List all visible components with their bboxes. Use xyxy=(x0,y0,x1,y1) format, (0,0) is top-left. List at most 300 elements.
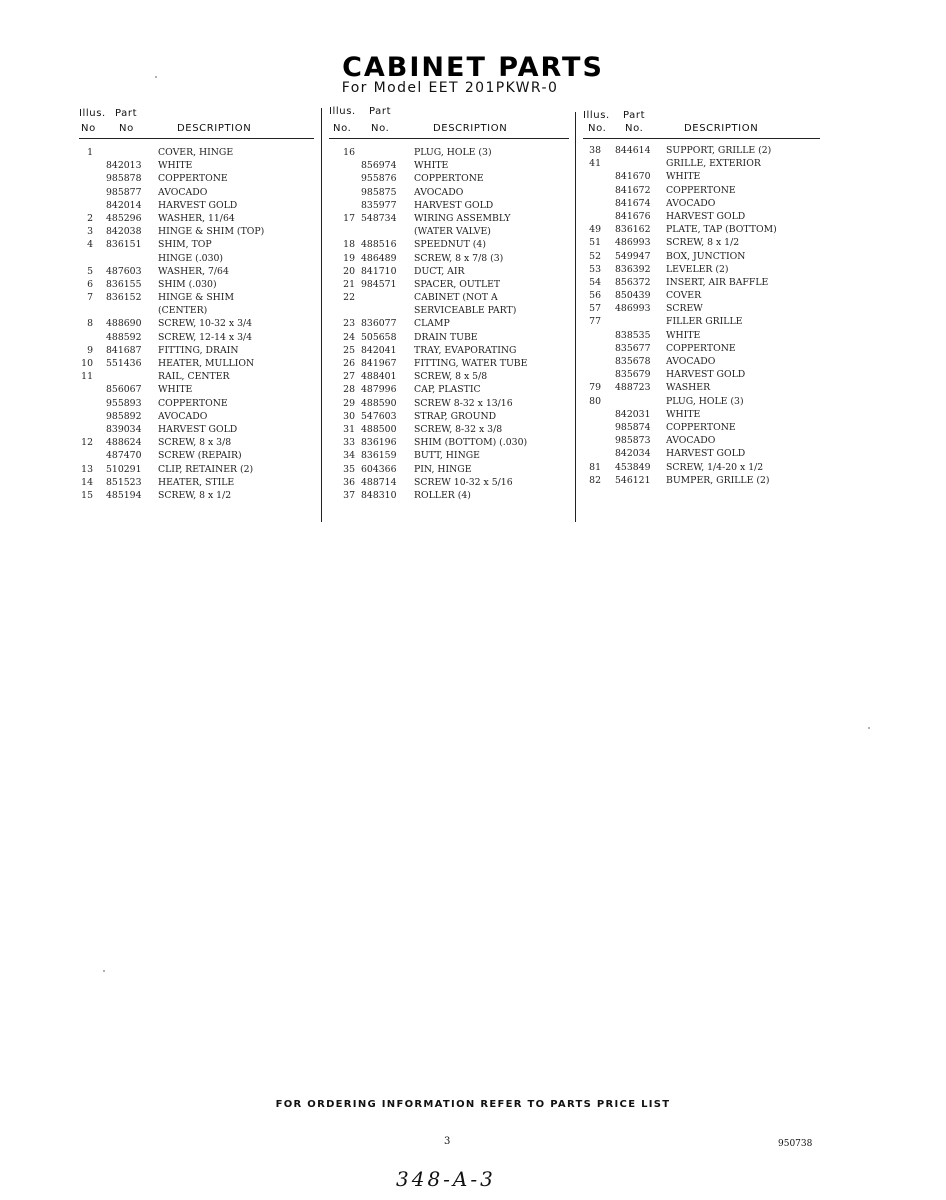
part-description: TRAY, EVAPORATING xyxy=(414,344,517,356)
illus-number: 12 xyxy=(81,437,93,449)
part-description: AVOCADO xyxy=(414,186,464,198)
illus-number: 57 xyxy=(589,303,601,315)
part-row xyxy=(581,236,820,249)
part-row xyxy=(327,331,569,344)
part-description: WHITE xyxy=(414,160,449,172)
illus-number: 38 xyxy=(589,145,601,156)
illus-number: 11 xyxy=(81,371,93,383)
part-row xyxy=(79,383,314,396)
parts-column-3 xyxy=(575,104,820,486)
part-description: AVOCADO xyxy=(158,186,208,198)
part-number: 488714 xyxy=(361,476,397,488)
part-description: CLIP, RETAINER (2) xyxy=(158,463,254,475)
part-description: SCREW, 8 x 1/2 xyxy=(158,489,232,501)
part-number: 985873 xyxy=(615,435,651,447)
part-row xyxy=(327,423,569,436)
illus-number: 54 xyxy=(589,276,601,288)
part-number: 486993 xyxy=(615,237,651,249)
part-row xyxy=(327,146,569,159)
part-row xyxy=(327,410,569,423)
part-description: HEATER, MULLION xyxy=(158,358,255,369)
page-number: 3 xyxy=(444,1136,451,1147)
document-number: 950738 xyxy=(778,1139,813,1149)
part-description: SHIM, TOP xyxy=(158,239,212,251)
part-row xyxy=(327,383,569,396)
part-row xyxy=(79,212,314,225)
part-description: HARVEST GOLD xyxy=(158,423,238,435)
part-description: COPPERTONE xyxy=(666,421,736,433)
column-divider xyxy=(321,108,322,522)
illus-no-label: No. xyxy=(588,123,607,134)
illus-number: 4 xyxy=(87,239,93,251)
illus-number: 36 xyxy=(343,476,355,488)
illus-number: 5 xyxy=(87,265,93,277)
part-description: AVOCADO xyxy=(158,410,208,422)
part-description: RAIL, CENTER xyxy=(158,371,230,383)
illus-number: 10 xyxy=(81,358,93,369)
part-description: COPPERTONE xyxy=(666,342,736,354)
part-description: SCREW, 8 x 7/8 (3) xyxy=(414,252,504,264)
part-description: PLATE, TAP (BOTTOM) xyxy=(666,224,777,236)
part-description: WASHER, 7/64 xyxy=(158,265,229,277)
illus-number: 49 xyxy=(589,224,601,236)
part-description: HEATER, STILE xyxy=(158,476,235,488)
part-number: 488401 xyxy=(361,371,397,383)
parts-list xyxy=(327,146,569,502)
part-description: HARVEST GOLD xyxy=(666,210,746,222)
part-description: FITTING, DRAIN xyxy=(158,344,239,356)
part-row xyxy=(79,357,314,370)
part-description: COVER xyxy=(666,290,702,302)
part-description: BUTT, HINGE xyxy=(414,450,480,462)
part-number: 856372 xyxy=(615,276,651,288)
part-description: HARVEST GOLD xyxy=(666,369,746,381)
part-description: SHIM (.030) xyxy=(158,278,217,290)
scan-speck xyxy=(103,970,105,972)
part-number: 487996 xyxy=(361,384,397,396)
illus-number: 3 xyxy=(87,226,93,238)
part-description: SPACER, OUTLET xyxy=(414,278,501,290)
part-number: 850439 xyxy=(615,290,651,302)
part-description: SCREW, 8-32 x 3/8 xyxy=(414,423,503,435)
illus-number: 51 xyxy=(589,237,601,249)
part-number: 551436 xyxy=(106,358,142,369)
illus-number: 24 xyxy=(343,331,355,343)
parts-column-2 xyxy=(321,104,569,501)
illus-number: 16 xyxy=(343,147,355,158)
illus-no-label: No. xyxy=(333,123,352,134)
part-description: AVOCADO xyxy=(666,197,716,209)
part-number: 984571 xyxy=(361,278,397,290)
column-header xyxy=(575,104,820,136)
part-row xyxy=(79,410,314,423)
column-header xyxy=(321,104,569,136)
part-row xyxy=(327,212,569,225)
part-number: 486489 xyxy=(361,252,397,264)
part-row xyxy=(79,476,314,489)
part-row xyxy=(79,304,314,317)
part-description: CAP, PLASTIC xyxy=(414,384,481,396)
part-row xyxy=(581,210,820,223)
part-description: WASHER, 11/64 xyxy=(158,212,235,224)
part-description: HARVEST GOLD xyxy=(414,199,494,211)
part-description: SCREW, 8 x 1/2 xyxy=(666,237,740,249)
part-number: 835677 xyxy=(615,342,651,354)
part-description: BOX, JUNCTION xyxy=(666,250,746,262)
part-row xyxy=(327,159,569,172)
part-number: 836077 xyxy=(361,318,397,330)
part-description: FILLER GRILLE xyxy=(666,316,743,328)
part-number: 841967 xyxy=(361,358,397,369)
part-number: 836151 xyxy=(106,239,142,251)
part-row xyxy=(581,302,820,315)
part-description: FITTING, WATER TUBE xyxy=(414,358,528,369)
part-description: SUPPORT, GRILLE (2) xyxy=(666,145,772,156)
part-row xyxy=(327,370,569,383)
part-row xyxy=(79,331,314,344)
illus-number: 27 xyxy=(343,371,355,383)
part-description: (CENTER) xyxy=(158,305,208,317)
illus-number: 28 xyxy=(343,384,355,396)
part-number: 856974 xyxy=(361,160,397,172)
part-row xyxy=(581,395,820,408)
part-row xyxy=(327,199,569,212)
part-number: 485194 xyxy=(106,489,142,501)
part-row xyxy=(581,223,820,236)
illus-number: 6 xyxy=(87,278,93,290)
part-no-label: No xyxy=(119,123,134,134)
part-number: 836162 xyxy=(615,224,651,236)
part-number: 836155 xyxy=(106,278,142,290)
part-number: 488624 xyxy=(106,437,142,449)
part-row xyxy=(79,238,314,251)
part-description: WHITE xyxy=(666,329,701,341)
part-row xyxy=(581,250,820,263)
part-row xyxy=(581,263,820,276)
part-description: HINGE (.030) xyxy=(158,252,224,264)
part-label: Part xyxy=(623,110,646,121)
part-row xyxy=(327,463,569,476)
part-number: 985875 xyxy=(361,186,397,198)
part-row xyxy=(79,463,314,476)
illus-number: 26 xyxy=(343,358,355,369)
parts-column-1 xyxy=(79,104,314,501)
part-description: HINGE & SHIM xyxy=(158,292,234,304)
part-number: 487603 xyxy=(106,265,142,277)
part-row xyxy=(581,197,820,210)
part-number: 836392 xyxy=(615,263,651,275)
parts-list xyxy=(79,146,314,502)
part-row xyxy=(79,370,314,383)
part-number: 835977 xyxy=(361,199,397,211)
illus-label: Illus. xyxy=(583,110,610,121)
part-row xyxy=(581,170,820,183)
part-row xyxy=(327,291,569,304)
part-number: 548734 xyxy=(361,212,397,224)
part-description: ROLLER (4) xyxy=(414,489,471,501)
part-description: WHITE xyxy=(666,171,701,183)
part-row xyxy=(581,408,820,421)
illus-number: 56 xyxy=(589,290,601,302)
part-row xyxy=(581,355,820,368)
part-number: 985892 xyxy=(106,410,142,422)
column-divider xyxy=(575,112,576,522)
illus-label: Illus. xyxy=(329,106,356,117)
part-row xyxy=(327,344,569,357)
part-number: 856067 xyxy=(106,384,142,396)
part-row xyxy=(79,159,314,172)
description-label: DESCRIPTION xyxy=(433,123,508,134)
part-number: 488723 xyxy=(615,382,651,394)
part-description: SCREW, 8 x 3/8 xyxy=(158,437,232,449)
part-row xyxy=(581,329,820,342)
part-number: 985874 xyxy=(615,421,651,433)
illus-number: 81 xyxy=(589,461,601,473)
illus-number: 35 xyxy=(343,463,355,475)
illus-number: 53 xyxy=(589,263,601,275)
part-row xyxy=(79,252,314,265)
description-label: DESCRIPTION xyxy=(177,123,252,134)
part-row xyxy=(581,289,820,302)
illus-number: 34 xyxy=(343,450,355,462)
illus-number: 18 xyxy=(343,239,355,251)
part-row xyxy=(581,315,820,328)
page-subtitle: For Model EET 201PKWR-0 xyxy=(341,80,559,96)
part-number: 485296 xyxy=(106,212,142,224)
part-row xyxy=(79,449,314,462)
part-description: WIRING ASSEMBLY xyxy=(414,212,511,224)
part-row xyxy=(581,342,820,355)
part-description: SCREW 8-32 x 13/16 xyxy=(414,397,513,409)
part-description: HARVEST GOLD xyxy=(158,199,238,211)
illus-number: 20 xyxy=(343,265,355,277)
illus-number: 82 xyxy=(589,474,601,486)
illus-number: 41 xyxy=(589,158,601,170)
part-row xyxy=(581,276,820,289)
header-rule xyxy=(79,138,314,139)
illus-number: 21 xyxy=(343,278,355,290)
part-number: 836196 xyxy=(361,437,397,449)
part-row xyxy=(327,317,569,330)
illus-number: 23 xyxy=(343,318,355,330)
part-description: GRILLE, EXTERIOR xyxy=(666,158,761,170)
part-row xyxy=(581,434,820,447)
part-description: STRAP, GROUND xyxy=(414,410,497,422)
part-description: SCREW, 8 x 5/8 xyxy=(414,371,488,383)
illus-number: 14 xyxy=(81,476,93,488)
illus-number: 52 xyxy=(589,250,601,262)
part-description: BUMPER, GRILLE (2) xyxy=(666,474,770,486)
part-description: COPPERTONE xyxy=(158,173,228,185)
part-description: PIN, HINGE xyxy=(414,463,472,475)
part-number: 985877 xyxy=(106,186,142,198)
part-row xyxy=(327,186,569,199)
part-row xyxy=(79,291,314,304)
part-description: DUCT, AIR xyxy=(414,265,465,277)
part-number: 838535 xyxy=(615,329,651,341)
part-row xyxy=(581,381,820,394)
part-description: HARVEST GOLD xyxy=(666,448,746,460)
part-number: 844614 xyxy=(615,145,651,156)
part-number: 842031 xyxy=(615,408,651,420)
illus-number: 8 xyxy=(87,318,93,330)
part-row xyxy=(327,238,569,251)
illus-number: 22 xyxy=(343,292,355,304)
part-number: 841672 xyxy=(615,184,651,196)
part-row xyxy=(79,436,314,449)
part-row xyxy=(79,186,314,199)
part-number: 842013 xyxy=(106,160,142,172)
part-description: DRAIN TUBE xyxy=(414,331,478,343)
part-row xyxy=(327,252,569,265)
header-rule xyxy=(329,138,569,139)
part-description: PLUG, HOLE (3) xyxy=(414,147,492,158)
part-description: WASHER xyxy=(666,382,711,394)
part-description: LEVELER (2) xyxy=(666,263,729,275)
illus-no-label: No xyxy=(81,123,96,134)
part-description: SHIM (BOTTOM) (.030) xyxy=(414,437,528,449)
part-description: COPPERTONE xyxy=(414,173,484,185)
illus-number: 9 xyxy=(87,344,93,356)
part-description: CABINET (NOT A xyxy=(414,292,498,304)
part-number: 547603 xyxy=(361,410,397,422)
part-number: 841676 xyxy=(615,210,651,222)
part-row xyxy=(327,304,569,317)
part-number: 487470 xyxy=(106,450,142,462)
part-number: 955893 xyxy=(106,397,142,409)
description-label: DESCRIPTION xyxy=(684,123,759,134)
illus-number: 31 xyxy=(343,423,355,435)
part-number: 453849 xyxy=(615,461,651,473)
part-row xyxy=(79,146,314,159)
part-no-label: No. xyxy=(371,123,390,134)
ordering-note: FOR ORDERING INFORMATION REFER TO PARTS PRICE LIST xyxy=(275,1099,671,1110)
illus-number: 33 xyxy=(343,437,355,449)
part-number: 604366 xyxy=(361,463,397,475)
part-description: INSERT, AIR BAFFLE xyxy=(666,276,769,288)
part-description: COPPERTONE xyxy=(158,397,228,409)
part-row xyxy=(327,489,569,502)
part-number: 851523 xyxy=(106,476,142,488)
part-row xyxy=(327,357,569,370)
part-row xyxy=(581,368,820,381)
part-number: 839034 xyxy=(106,423,142,435)
part-row xyxy=(79,278,314,291)
page-title: CABINET PARTS xyxy=(342,52,604,83)
part-description: SERVICEABLE PART) xyxy=(414,305,517,317)
illus-number: 29 xyxy=(343,397,355,409)
illus-number: 30 xyxy=(343,410,355,422)
part-number: 488516 xyxy=(361,239,397,251)
part-number: 488690 xyxy=(106,318,142,330)
part-row xyxy=(79,199,314,212)
part-number: 841674 xyxy=(615,197,651,209)
part-row xyxy=(327,278,569,291)
illus-number: 17 xyxy=(343,212,355,224)
part-number: 841687 xyxy=(106,344,142,356)
part-description: WHITE xyxy=(158,160,193,172)
illus-label: Illus. xyxy=(79,108,106,119)
part-number: 842034 xyxy=(615,448,651,460)
part-description: SCREW, 10-32 x 3/4 xyxy=(158,318,253,330)
part-number: 955876 xyxy=(361,173,397,185)
part-number: 842038 xyxy=(106,226,142,238)
part-row xyxy=(327,172,569,185)
part-description: PLUG, HOLE (3) xyxy=(666,395,744,407)
part-number: 841670 xyxy=(615,171,651,183)
part-number: 488500 xyxy=(361,423,397,435)
part-row xyxy=(79,172,314,185)
header-rule xyxy=(583,138,820,139)
part-description: SCREW xyxy=(666,303,703,315)
scan-speck xyxy=(155,76,157,78)
illus-number: 80 xyxy=(589,395,601,407)
part-description: SPEEDNUT (4) xyxy=(414,239,486,251)
part-description: CLAMP xyxy=(414,318,450,330)
illus-number: 25 xyxy=(343,344,355,356)
part-number: 488592 xyxy=(106,331,142,343)
part-row xyxy=(79,423,314,436)
part-description: SCREW (REPAIR) xyxy=(158,450,242,462)
part-number: 835678 xyxy=(615,356,651,367)
part-row xyxy=(581,447,820,460)
part-description: AVOCADO xyxy=(666,435,716,447)
part-description: SCREW, 12-14 x 3/4 xyxy=(158,331,253,343)
part-row xyxy=(327,225,569,238)
part-row xyxy=(327,449,569,462)
part-number: 505658 xyxy=(361,331,397,343)
scan-speck xyxy=(868,727,870,729)
part-row xyxy=(79,225,314,238)
illus-number: 19 xyxy=(343,252,355,264)
illus-number: 13 xyxy=(81,463,93,475)
part-row xyxy=(79,265,314,278)
part-description: SCREW 10-32 x 5/16 xyxy=(414,476,513,488)
part-description: HINGE & SHIM (TOP) xyxy=(158,226,265,238)
illus-number: 79 xyxy=(589,382,601,394)
part-description: AVOCADO xyxy=(666,356,716,367)
part-row xyxy=(79,317,314,330)
part-row xyxy=(79,397,314,410)
handwritten-annotation: 348-A-3 xyxy=(396,1167,496,1191)
illus-number: 7 xyxy=(87,292,93,304)
part-description: COVER, HINGE xyxy=(158,147,234,158)
part-label: Part xyxy=(115,108,138,119)
part-description: COPPERTONE xyxy=(666,184,736,196)
part-row xyxy=(327,436,569,449)
part-row xyxy=(581,421,820,434)
part-row xyxy=(79,489,314,502)
part-label: Part xyxy=(369,106,392,117)
illus-number: 15 xyxy=(81,489,93,501)
part-description: WHITE xyxy=(666,408,701,420)
part-number: 842014 xyxy=(106,199,142,211)
part-row xyxy=(327,265,569,278)
column-header xyxy=(79,104,314,136)
part-number: 842041 xyxy=(361,344,397,356)
part-no-label: No. xyxy=(625,123,644,134)
part-description: (WATER VALVE) xyxy=(414,226,491,238)
part-row xyxy=(581,474,820,487)
part-number: 841710 xyxy=(361,265,397,277)
part-row xyxy=(581,144,820,157)
part-number: 836159 xyxy=(361,450,397,462)
part-row xyxy=(581,157,820,170)
part-number: 549947 xyxy=(615,250,651,262)
part-number: 488590 xyxy=(361,397,397,409)
part-number: 835679 xyxy=(615,369,651,381)
part-number: 510291 xyxy=(106,463,142,475)
